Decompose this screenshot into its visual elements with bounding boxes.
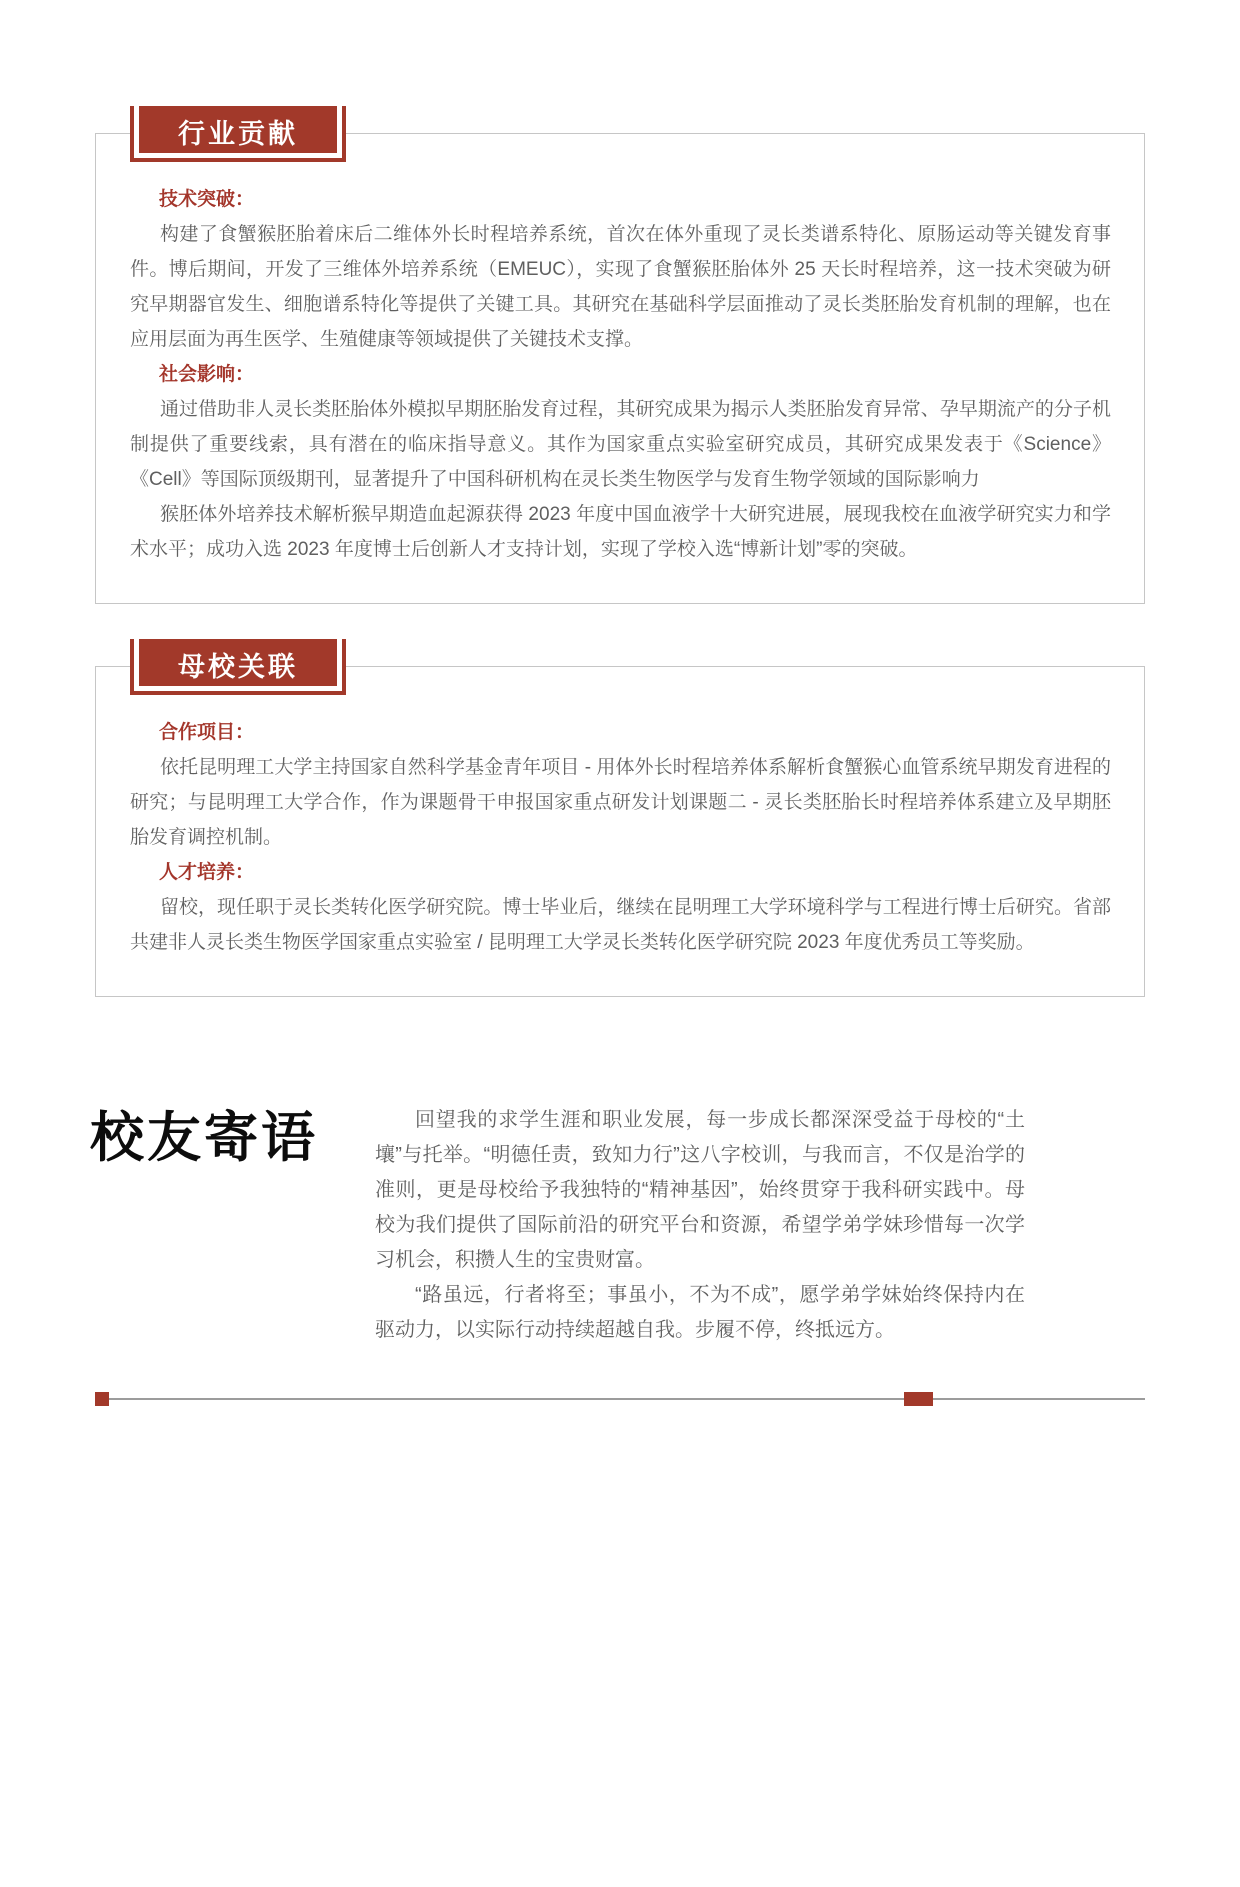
alumni-message-paragraph-2: “路虽远，行者将至；事虽小，不为不成”，愿学弟学妹始终保持内在驱动力，以实际行动持续超越自我。步履不停，终抵远方。 — [375, 1284, 1025, 1341]
alumni-message-body — [375, 1103, 1025, 1348]
section-body-industry — [130, 182, 1111, 567]
paragraph-cooperation-project: 依托昆明理工大学主持国家自然科学基金青年项目 - 用体外长时程培养体系解析食蟹猴心血管系统早期发育进程的研究；与昆明理工大学合作，作为课题骨干申报国家重点研发计划课题二 - 灵长类胚胎长时程培养体系建立及早期胚胎发育调控机制。 — [130, 757, 1111, 848]
section-alumni-message — [90, 1103, 1145, 1348]
paragraph-talent-training: 留校，现任职于灵长类转化医学研究院。博士毕业后，继续在昆明理工大学环境科学与工程进行博士后研究。省部共建非人灵长类生物医学国家重点实验室 / 昆明理工大学灵长类转化医学研究院 2023 年度优秀员工等奖励。 — [130, 897, 1111, 953]
subheading-talent-training: 人才培养： — [159, 862, 255, 883]
footer-divider — [95, 1392, 1145, 1406]
divider-left-accent-square — [95, 1392, 109, 1406]
paragraph-tech-breakthrough: 构建了食蟹猴胚胎着床后二维体外长时程培养系统，首次在体外重现了灵长类谱系特化、原肠运动等关键发育事件。博后期间，开发了三维体外培养系统（EMEUC），实现了食蟹猴胚胎体外 25 天长时程培养，这一技术突破为研究早期器官发生、细胞谱系特化等提供了关键工具。其研究在基础科学层面推动了灵长类胚胎发育机制的理解，也在应用层面为再生医学、生殖健康等领域提供了关键技术支撑。 — [130, 224, 1111, 350]
paragraph-social-impact-1: 通过借助非人灵长类胚胎体外模拟早期胚胎发育过程，其研究成果为揭示人类胚胎发育异常、孕早期流产的分子机制提供了重要线索，具有潜在的临床指导意义。其作为国家重点实验室研究成员，其研究成果发表于《Science》《Cell》等国际顶级期刊，显著提升了中国科研机构在灵长类生物医学与发育生物学领域的国际影响力 — [130, 399, 1111, 490]
subheading-tech-breakthrough: 技术突破： — [159, 189, 255, 210]
subheading-social-impact: 社会影响： — [159, 364, 255, 385]
subheading-cooperation-project: 合作项目： — [159, 722, 255, 743]
section-header-alma-mater — [130, 639, 346, 695]
section-industry-contribution — [95, 118, 1145, 604]
section-body-alma-mater — [130, 715, 1111, 960]
section-title-industry: 行业贡献 — [178, 118, 298, 149]
alumni-message-paragraph-1: 回望我的求学生涯和职业发展，每一步成长都深深受益于母校的“土壤”与托举。“明德任责，致知力行”这八字校训，与我而言，不仅是治学的准则，更是母校给予我独特的“精神基因”，始终贯穿于我科研实践中。母校为我们提供了国际前沿的研究平台和资源，希望学弟学妹珍惜每一次学习机会，积攒人生的宝贵财富。 — [375, 1109, 1025, 1271]
section-header-industry — [130, 106, 346, 162]
paragraph-social-impact-2: 猴胚体外培养技术解析猴早期造血起源获得 2023 年度中国血液学十大研究进展，展现我校在血液学研究实力和学术水平；成功入选 2023 年度博士后创新人才支持计划，实现了学校入选“博新计划”零的突破。 — [130, 504, 1111, 560]
divider-right-accent-bar — [904, 1392, 933, 1406]
divider-line — [95, 1398, 1145, 1400]
alumni-message-title: 校友寄语 — [90, 1108, 318, 1168]
section-title-alma-mater: 母校关联 — [178, 651, 298, 682]
section-alma-mater-connection — [95, 651, 1145, 997]
